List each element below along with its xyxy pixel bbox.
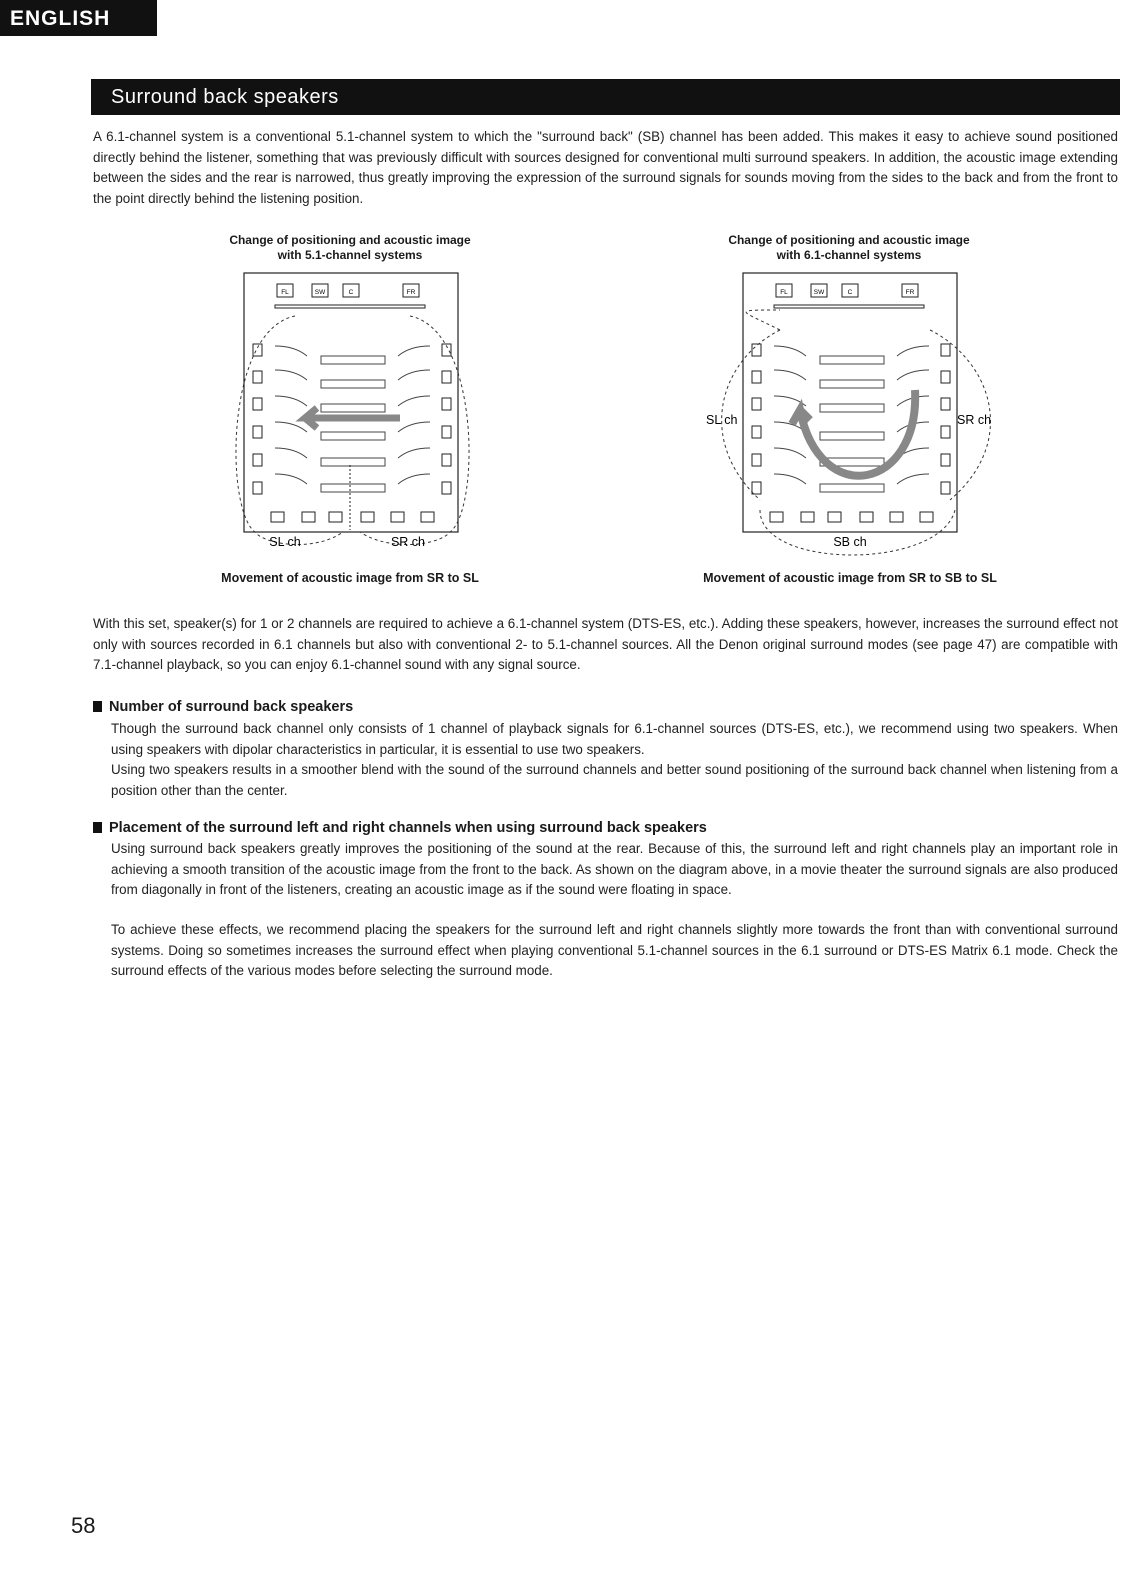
speaker-fl-label: FL	[281, 289, 289, 296]
speaker-fr-label: FR	[905, 289, 915, 296]
rear-speakers	[770, 512, 933, 522]
subsection-heading-1	[93, 699, 353, 715]
figure-left-title-line2: with 5.1-channel systems	[277, 248, 423, 262]
subsection-1-paragraph-1: Though the surround back channel only consists of 1 channel of playback signals for 6.1-channel sources (DTS-ES, etc.), we recommend using two speakers. When using speakers with dipolar characteristics in particular, it is essential to use two speakers.	[111, 721, 1118, 757]
rear-speakers	[271, 512, 434, 522]
front-speaker-row	[776, 284, 918, 297]
subsection-2-paragraph-2: To achieve these effects, we recommend placing the speakers for the surround left and right channels slightly more towards the front than with conventional surround systems. Doing so sometimes increases the surround effect when playing conventional 5.1-channel sources in the 6.1 surround or DTS-ES Matrix 6.1 mode. Check the surround effects of the various modes before selecting the surround mode.	[111, 922, 1118, 978]
movement-arrow-sr-sb-sl	[792, 390, 915, 476]
figure-left-title-line1: Change of positioning and acoustic image	[229, 233, 471, 247]
figure-left-caption: Movement of acoustic image from SR to SL	[221, 571, 479, 585]
subsection-2-paragraph-1: Using surround back speakers greatly improves the positioning of the sound at the rear. Because of this, the surround left and right channels play an important role in achieving a smooth transition of the acoustic image from the front to the back. As shown on the diagram above, in a movie theater the surround signals are also produced from diagonally in front of the listeners, creating an acoustic image as if the sound were floating in space.	[111, 841, 1118, 897]
subsection-heading-1-text: Number of surround back speakers	[109, 699, 354, 715]
label-sr-ch: SR ch	[390, 535, 426, 549]
label-sr-ch: SR ch	[957, 413, 992, 427]
square-bullet-icon	[93, 822, 102, 833]
subsection-heading-2	[93, 820, 707, 836]
page-number: 58	[71, 1513, 96, 1538]
speaker-sw-label: SW	[813, 289, 825, 296]
subsection-1-paragraph-2: Using two speakers results in a smoother blend with the sound of the surround channels and better sound positioning of the surround back channel when listening from a position other than the center.	[111, 762, 1118, 798]
intro-paragraph: A 6.1-channel system is a conventional 5.1-channel system to which the "surround back" (SB) channel has been added. This makes it easy to achieve sound positioned directly behind the listener, something that was previously difficult with sources designed for conventional multi surround speakers. In addition, the acoustic image extending between the sides and the rear is narrowed, thus greatly improving the expression of the surround signals for sounds moving from the sides to the back and from the front to the point directly behind the listening position.	[93, 129, 1118, 206]
label-sb-ch: SB ch	[833, 535, 867, 549]
speaker-sw-label: SW	[314, 289, 326, 296]
screen	[275, 305, 425, 308]
diagram-6-1-channel	[700, 270, 1020, 570]
movement-arrow-sr-to-sl	[305, 408, 400, 428]
label-sl-ch: SL ch	[269, 535, 301, 549]
speaker-fl-label: FL	[780, 289, 788, 296]
screen	[774, 305, 924, 308]
figure-right-caption: Movement of acoustic image from SR to SB to SL	[703, 571, 997, 585]
speaker-c-label: C	[348, 289, 354, 296]
figure-right-title-line2: with 6.1-channel systems	[776, 248, 922, 262]
speaker-c-label: C	[847, 289, 853, 296]
square-bullet-icon	[93, 701, 102, 712]
room-outline	[244, 273, 458, 532]
acoustic-zones	[236, 316, 469, 545]
figure-left-title	[180, 233, 520, 263]
speaker-fr-label: FR	[406, 289, 416, 296]
figure-right-title	[679, 233, 1019, 263]
subsection-heading-2-text: Placement of the surround left and right channels when using surround back speakers	[109, 820, 707, 836]
room-outline	[743, 273, 957, 532]
front-speaker-row	[277, 284, 419, 297]
label-sl-ch: SL ch	[706, 413, 738, 427]
language-tab: ENGLISH	[0, 0, 157, 36]
figure-right-title-line1: Change of positioning and acoustic image	[728, 233, 970, 247]
section-title: Surround back speakers	[91, 79, 1120, 115]
diagram-5-1-channel	[225, 270, 485, 560]
after-figures-paragraph: With this set, speaker(s) for 1 or 2 channels are required to achieve a 6.1-channel system (DTS-ES, etc.). Adding these speakers, however, increases the surround effect not only with sources recorded in 6.1 channels but also with conventional 2- to 5.1-channel sources. All the Denon original surround modes (see page 47) are compatible with 7.1-channel playback, so you can enjoy 6.1-channel sound with any signal source.	[93, 616, 1118, 672]
